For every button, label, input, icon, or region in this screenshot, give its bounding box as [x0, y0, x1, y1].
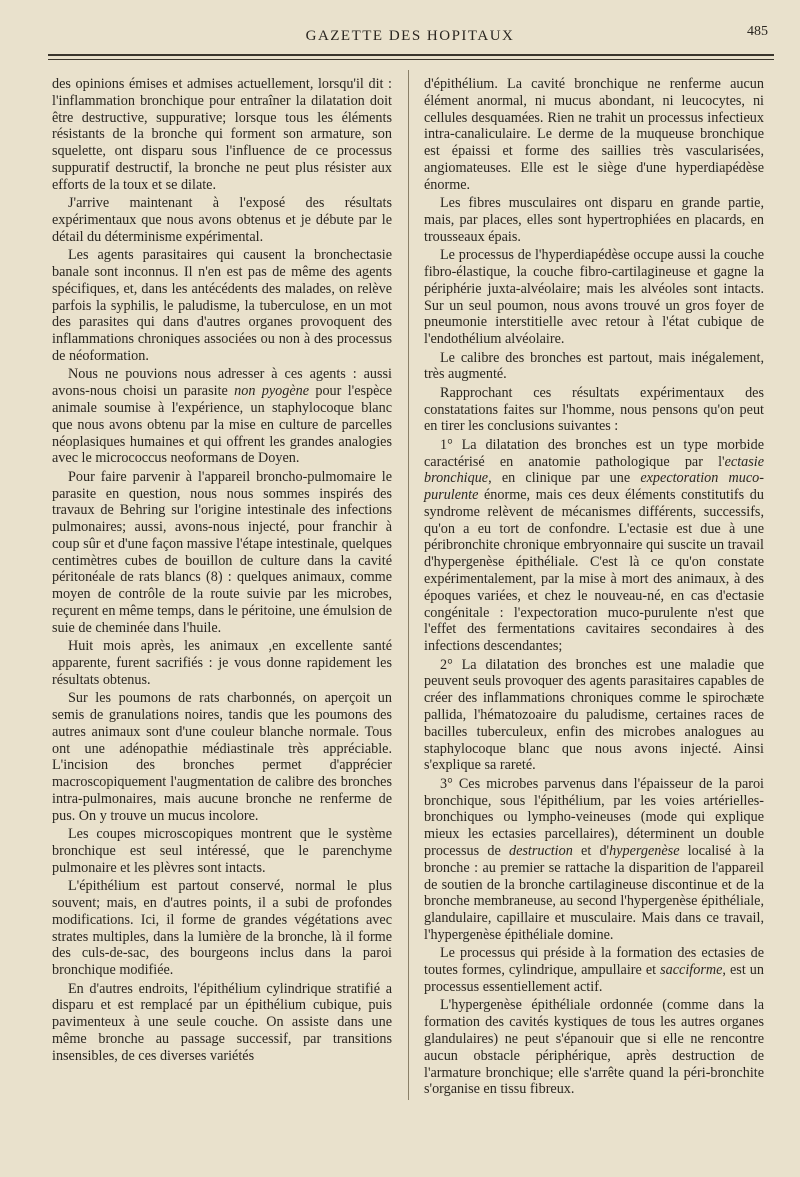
paragraph-text: localisé à la bronche : au premier se rattache la disparition de l'appareil de soutien de la bronche cartilagineuse discontinue et de la bronche membraneuse, au second l'hypergenèse épithéliale, glandulaire, capillaire et musculaire. Mais dans ce travail, l'hypergenèse épithéliale domine.	[424, 843, 764, 943]
paragraph	[424, 247, 764, 348]
page-number: 485	[747, 24, 768, 39]
paragraph-text: 1° La dilatation des bronches est un type morbide caractérisé en anatomie pathologique par l'	[424, 436, 764, 470]
paragraph-text: Nous ne pouvions nous adresser à ces agents : aussi avons-nous choisi un parasite	[52, 366, 392, 400]
paragraph-text: 2° La dilatation des bronches est une maladie que peuvent seuls provoquer des agents parasitaires capables de créer des inflammations chroniques comme le spirochæte pallida, l'hématozoaire du paludisme, certaines races de bacilles tuberculeux, enfin des microbes analogues au staphylocoque blanc que nous avons injecté. Ainsi s'explique sa rareté.	[424, 656, 764, 774]
header-rule-thin	[48, 59, 774, 60]
paragraph-text: Rapprochant ces résultats expérimentaux des constatations faites sur l'homme, nous pensons qu'on peut en tirer les conclusions suivantes :	[424, 384, 764, 435]
paragraph	[424, 776, 764, 944]
paragraph	[52, 826, 392, 876]
running-header: GAZETTE DES HOPITAUX	[305, 28, 515, 44]
paragraph-text: 3° Ces microbes parvenus dans l'épaisseur de la paroi bronchique, sous l'épithélium, par les voies artérielles-bronchiques ou lympho-veineuses (mode qui explique mieux les ectasies parcellaires), déterminent un double processus de	[424, 775, 764, 860]
paragraph-text: En d'autres endroits, l'épithélium cylindrique stratifié a disparu et est remplacé par un épithélium cubique, puis pavimenteux à une seule couche. On assiste dans une même bronche au passage successif, par transitions insensibles, de ces diverses variétés	[52, 980, 392, 1064]
paragraph-text: des opinions émises et admises actuellement, lorsqu'il dit : l'inflammation bronchique pour entraîner la dilatation doit être destructive, suppurative; lorsque tous les éléments résistants de la bronche qui forment son armature, son squelette, ont disparu sous l'influence de ce processus suppuratif destructif, la bronche ne peut plus résister aux efforts de la toux et se dilate.	[52, 76, 392, 193]
paragraph-text: L'épithélium est partout conservé, normal le plus souvent; mais, en d'autres points, il a subi de profondes modifications. Ici, il forme de grandes végétations avec strates multiples, dans la lumière de la bronche, là il forme des culs-de-sac, des bourgeons inclus dans la paroi bronchique modifiée.	[52, 878, 392, 979]
paragraph-text: , en clinique par une	[488, 470, 641, 487]
italic-term: sacciforme	[660, 962, 723, 979]
paragraph-text: J'arrive maintenant à l'exposé des résultats expérimentaux que nous avons obtenus et je débute par le détail du déterminisme expérimental.	[52, 195, 392, 245]
paragraph-text: Les fibres musculaires ont disparu en grande partie, mais, par places, elles sont hypertrophiées en placards, en trousseaux épais.	[424, 195, 764, 245]
paragraph	[52, 469, 392, 637]
italic-term: non pyogène	[234, 383, 310, 400]
paragraph-text: Le calibre des bronches est partout, mais inégalement, très augmenté.	[424, 349, 764, 383]
paragraph-text: énorme, mais ces deux éléments constitutifs du syndrome relèvent de mécanismes différents, successifs, qu'on a eu tort de confondre. L'ectasie est due à une péribronchite chronique embryonnaire qui suscite un travail d'hypergenèse épithéliale. C'est là ce qu'on constate expérimentalement, par la mise à mort des animaux, à des époques variées, et chez le nouveau-né, en cas d'ectasie congénitale : l'expectoration muco-purulente n'est que l'effet des fermentations cavitaires secondaires à des infections descendantes;	[424, 487, 764, 655]
paragraph	[424, 437, 764, 655]
italic-term: expectoration muco-purulente	[424, 470, 764, 504]
paragraph	[52, 247, 392, 365]
paragraph	[424, 195, 764, 245]
paragraph	[52, 366, 392, 467]
paragraph-text: , est un processus essentiellement actif.	[424, 962, 764, 995]
italic-term: ectasie bronchique	[424, 453, 764, 487]
header-rule-thick	[48, 54, 774, 56]
paragraph	[52, 195, 392, 245]
paragraph-text: Huit mois après, les animaux ,en excellente santé apparente, furent sacrifiés : je vous donne rapidement les résultats obtenus.	[52, 638, 392, 688]
paragraph-text: Le processus de l'hyperdiapédèse occupe aussi la couche fibro-élastique, la couche fibro-cartilagineuse et gagne la périphérie juxta-alvéolaire; mais les alvéoles sont intacts. Sur un seul poumon, nous avons trouvé un gros foyer de pneumonie interstitielle avec retour à l'état cubique de l'endothélium alvéolaire.	[424, 247, 764, 348]
paragraph	[52, 878, 392, 979]
paragraph	[424, 657, 764, 775]
right-column	[424, 76, 764, 1100]
paragraph	[424, 945, 764, 995]
paragraph-text: et d'	[572, 843, 610, 860]
paragraph	[424, 350, 764, 384]
paragraph-text: Sur les poumons de rats charbonnés, on aperçoit un semis de granulations noires, tandis que les poumons des autres animaux sont d'une couleur blanche normale. Tous ont une adénopathie médiastinale très appréciable. L'incision des bronches permet d'apprécier macroscopiquement l'augmentation de calibre des bronches intra-pulmonaires, mais aucune bronche ne renferme de pus. On y trouve un mucus incolore.	[52, 690, 392, 824]
paragraph-text: Le processus qui préside à la formation des ectasies de toutes formes, cylindrique, ampullaire et	[424, 945, 764, 979]
column-divider	[408, 70, 409, 1100]
paragraph	[424, 997, 764, 1098]
paragraph	[424, 385, 764, 435]
paragraph-text: L'hypergenèse épithéliale ordonnée (comme dans la formation des cavités kystiques de tous les autres organes glandulaires) ne peut s'épanouir que si elle ne rencontre aucun obstacle périphérique, après destruction de l'armature bronchique; elle s'arrête quand la péri-bronchite s'organise en tissu fibreux.	[424, 997, 764, 1098]
paragraph-text: Les coupes microscopiques montrent que le système bronchique est seul intéressé, que le parenchyme pulmonaire et les plèvres sont intacts.	[52, 826, 392, 876]
paragraph-text: d'épithélium. La cavité bronchique ne renferme aucun élément anormal, ni mucus abondant, ni leucocytes, ni cellules desquamées. Rien ne trahit un processus infectieux intra-canaliculaire. Le derme de la muqueuse bronchique est épaissi et forme des saillies très vascularisées, angiomateuses. Elle est le siège d'une hyperdiapédèse énorme.	[424, 76, 764, 193]
paragraph	[52, 690, 392, 824]
paragraph-text: Les agents parasitaires qui causent la bronchectasie banale sont inconnus. Il n'en est pas de même des agents spécifiques, et, dans les antécédents des malades, on relève parfois la syphilis, le paludisme, la tuberculose, en un mot des parasites qui dans d'autres organes provoquent des inflammations chroniques associées ou non à des processus de néoformation.	[52, 247, 392, 364]
paragraph	[424, 76, 764, 194]
italic-term: destruction	[508, 843, 573, 860]
paragraph	[52, 638, 392, 688]
italic-term: hypergenèse	[609, 843, 680, 860]
paragraph	[52, 981, 392, 1065]
left-column	[52, 76, 392, 1066]
paragraph-text: Pour faire parvenir à l'appareil broncho-pulmomaire le parasite en question, nous nous sommes inspirés des travaux de Behring sur l'origine intestinale des infections pulmonaires; aussi, avons-nous injecté, pour franchir à coup sûr et d'une façon massive l'étape intestinale, quelques centimètres cubes de bouillon de culture dans la cavité péritonéale de rats blancs (8) : quelques animaux, comme moyen de contrôle de la route suivie par les microbes, reçurent en même temps, dans le péritoine, une émulsion de suie de cheminée dans l'huile.	[52, 468, 392, 636]
paragraph-text: pour l'espèce animale soumise à l'expérience, un staphylocoque blanc que nous avons obtenu par la mise en culture de parcelles néoplasiques humaines et qui offrent les grandes analogies avec le micrococcus neoformans de Doyen.	[52, 383, 392, 467]
paragraph	[52, 76, 392, 194]
